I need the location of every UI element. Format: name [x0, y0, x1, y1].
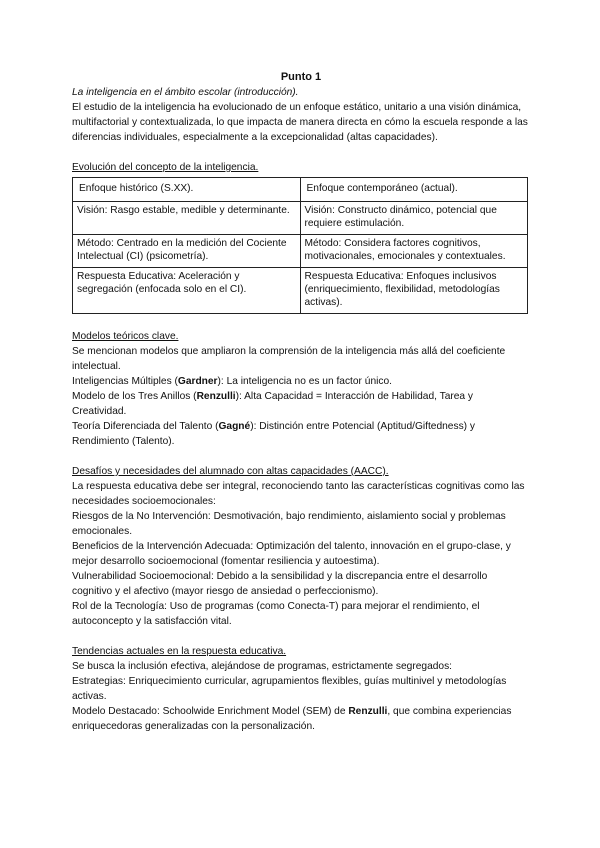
table-cell: Respuesta Educativa: Enfoques inclusivos (enriquecimiento, flexibilidad, metodologías activas).: [300, 268, 528, 314]
trends-text: , que combina experiencias enriquecedoras generalizadas con la personalización.: [72, 706, 512, 732]
trends-text: Modelo Destacado: Schoolwide Enrichment Model (SEM) de: [72, 706, 349, 717]
trends-paragraph: Estrategias: Enriquecimiento curricular, agrupamientos flexibles, guías multinivel y metodologías activas.: [72, 676, 507, 702]
model-text: ): Alta Capacidad = Interacción de Habilidad, Tarea y Creatividad.: [72, 391, 474, 417]
models-section: [72, 329, 530, 449]
table-header-cell: Enfoque contemporáneo (actual).: [300, 178, 528, 202]
table-header-row: [73, 178, 528, 202]
model-text: Teoría Diferenciada del Talento (: [72, 421, 219, 432]
challenges-paragraph: Beneficios de la Intervención Adecuada: Optimización del talento, innovación en el grupo-clase, y mejor desarrollo socioemocional (fomentar resiliencia y autoestima).: [72, 541, 511, 567]
challenges-heading: Desafíos y necesidades del alumnado con altas capacidades (AACC).: [72, 466, 389, 477]
model-gagne: [72, 419, 530, 449]
intro-paragraph: El estudio de la inteligencia ha evolucionado de un enfoque estático, unitario a una visión dinámica, multifactorial y contextualizada, lo que impacta de manera directa en cómo la escuela responde a las diferencias individuales, especialmente a la excepcionalidad (altas capacidades).: [72, 102, 528, 143]
table-row: [73, 202, 528, 235]
model-gardner: [72, 374, 530, 389]
table-cell: Visión: Rasgo estable, medible y determinante.: [73, 202, 301, 235]
challenges-section: [72, 464, 530, 629]
table-cell: Visión: Constructo dinámico, potencial que requiere estimulación.: [300, 202, 528, 235]
challenges-paragraph: Rol de la Tecnología: Uso de programas (como Conecta-T) para mejorar el rendimiento, el autoconcepto y la satisfacción vital.: [72, 601, 480, 627]
model-text: ): La inteligencia no es un factor único.: [217, 376, 392, 387]
author-name: Gagné: [218, 421, 251, 432]
author-name: Renzulli: [348, 706, 388, 717]
table-cell: Método: Considera factores cognitivos, motivacionales, emocionales y contextuales.: [300, 235, 528, 268]
model-renzulli: [72, 389, 530, 419]
challenges-paragraph: La respuesta educativa debe ser integral, reconociendo tanto las características cognitivas como las necesidades socioemocionales:: [72, 481, 525, 507]
table-row: [73, 268, 528, 314]
document-page: [72, 70, 530, 734]
table-header-cell: Enfoque histórico (S.XX).: [73, 178, 301, 202]
models-intro: Se mencionan modelos que ampliaron la comprensión de la inteligencia más allá del coeficiente intelectual.: [72, 346, 506, 372]
challenges-paragraph: Riesgos de la No Intervención: Desmotivación, bajo rendimiento, aislamiento social y problemas emocionales.: [72, 511, 506, 537]
page-subtitle: La inteligencia en el ámbito escolar (introducción).: [72, 87, 299, 98]
table-cell: Método: Centrado en la medición del Cociente Intelectual (CI) (psicometría).: [73, 235, 301, 268]
evolution-table: [72, 177, 528, 314]
trends-heading: Tendencias actuales en la respuesta educativa.: [72, 646, 287, 657]
table-cell: Respuesta Educativa: Aceleración y segregación (enfocada solo en el CI).: [73, 268, 301, 314]
model-text: Inteligencias Múltiples (: [72, 376, 178, 387]
trends-paragraph: [72, 704, 530, 734]
trends-section: [72, 644, 530, 734]
trends-paragraph: Se busca la inclusión efectiva, alejándose de programas, estrictamente segregados:: [72, 661, 452, 672]
evolution-heading: Evolución del concepto de la inteligencia.: [72, 162, 259, 173]
page-title: Punto 1: [280, 71, 322, 83]
table-row: [73, 235, 528, 268]
model-text: ): Distinción entre Potencial (Aptitud/Giftedness) y Rendimiento (Talento).: [72, 421, 475, 447]
evolution-section: [72, 160, 530, 314]
model-text: Modelo de los Tres Anillos (: [72, 391, 197, 402]
challenges-paragraph: Vulnerabilidad Socioemocional: Debido a la sensibilidad y la discrepancia entre el desarrollo cognitivo y el afectivo (mayor riesgo de ansiedad o perfeccionismo).: [72, 571, 488, 597]
author-name: Gardner: [177, 376, 218, 387]
author-name: Renzulli: [196, 391, 236, 402]
models-heading: Modelos teóricos clave.: [72, 331, 179, 342]
